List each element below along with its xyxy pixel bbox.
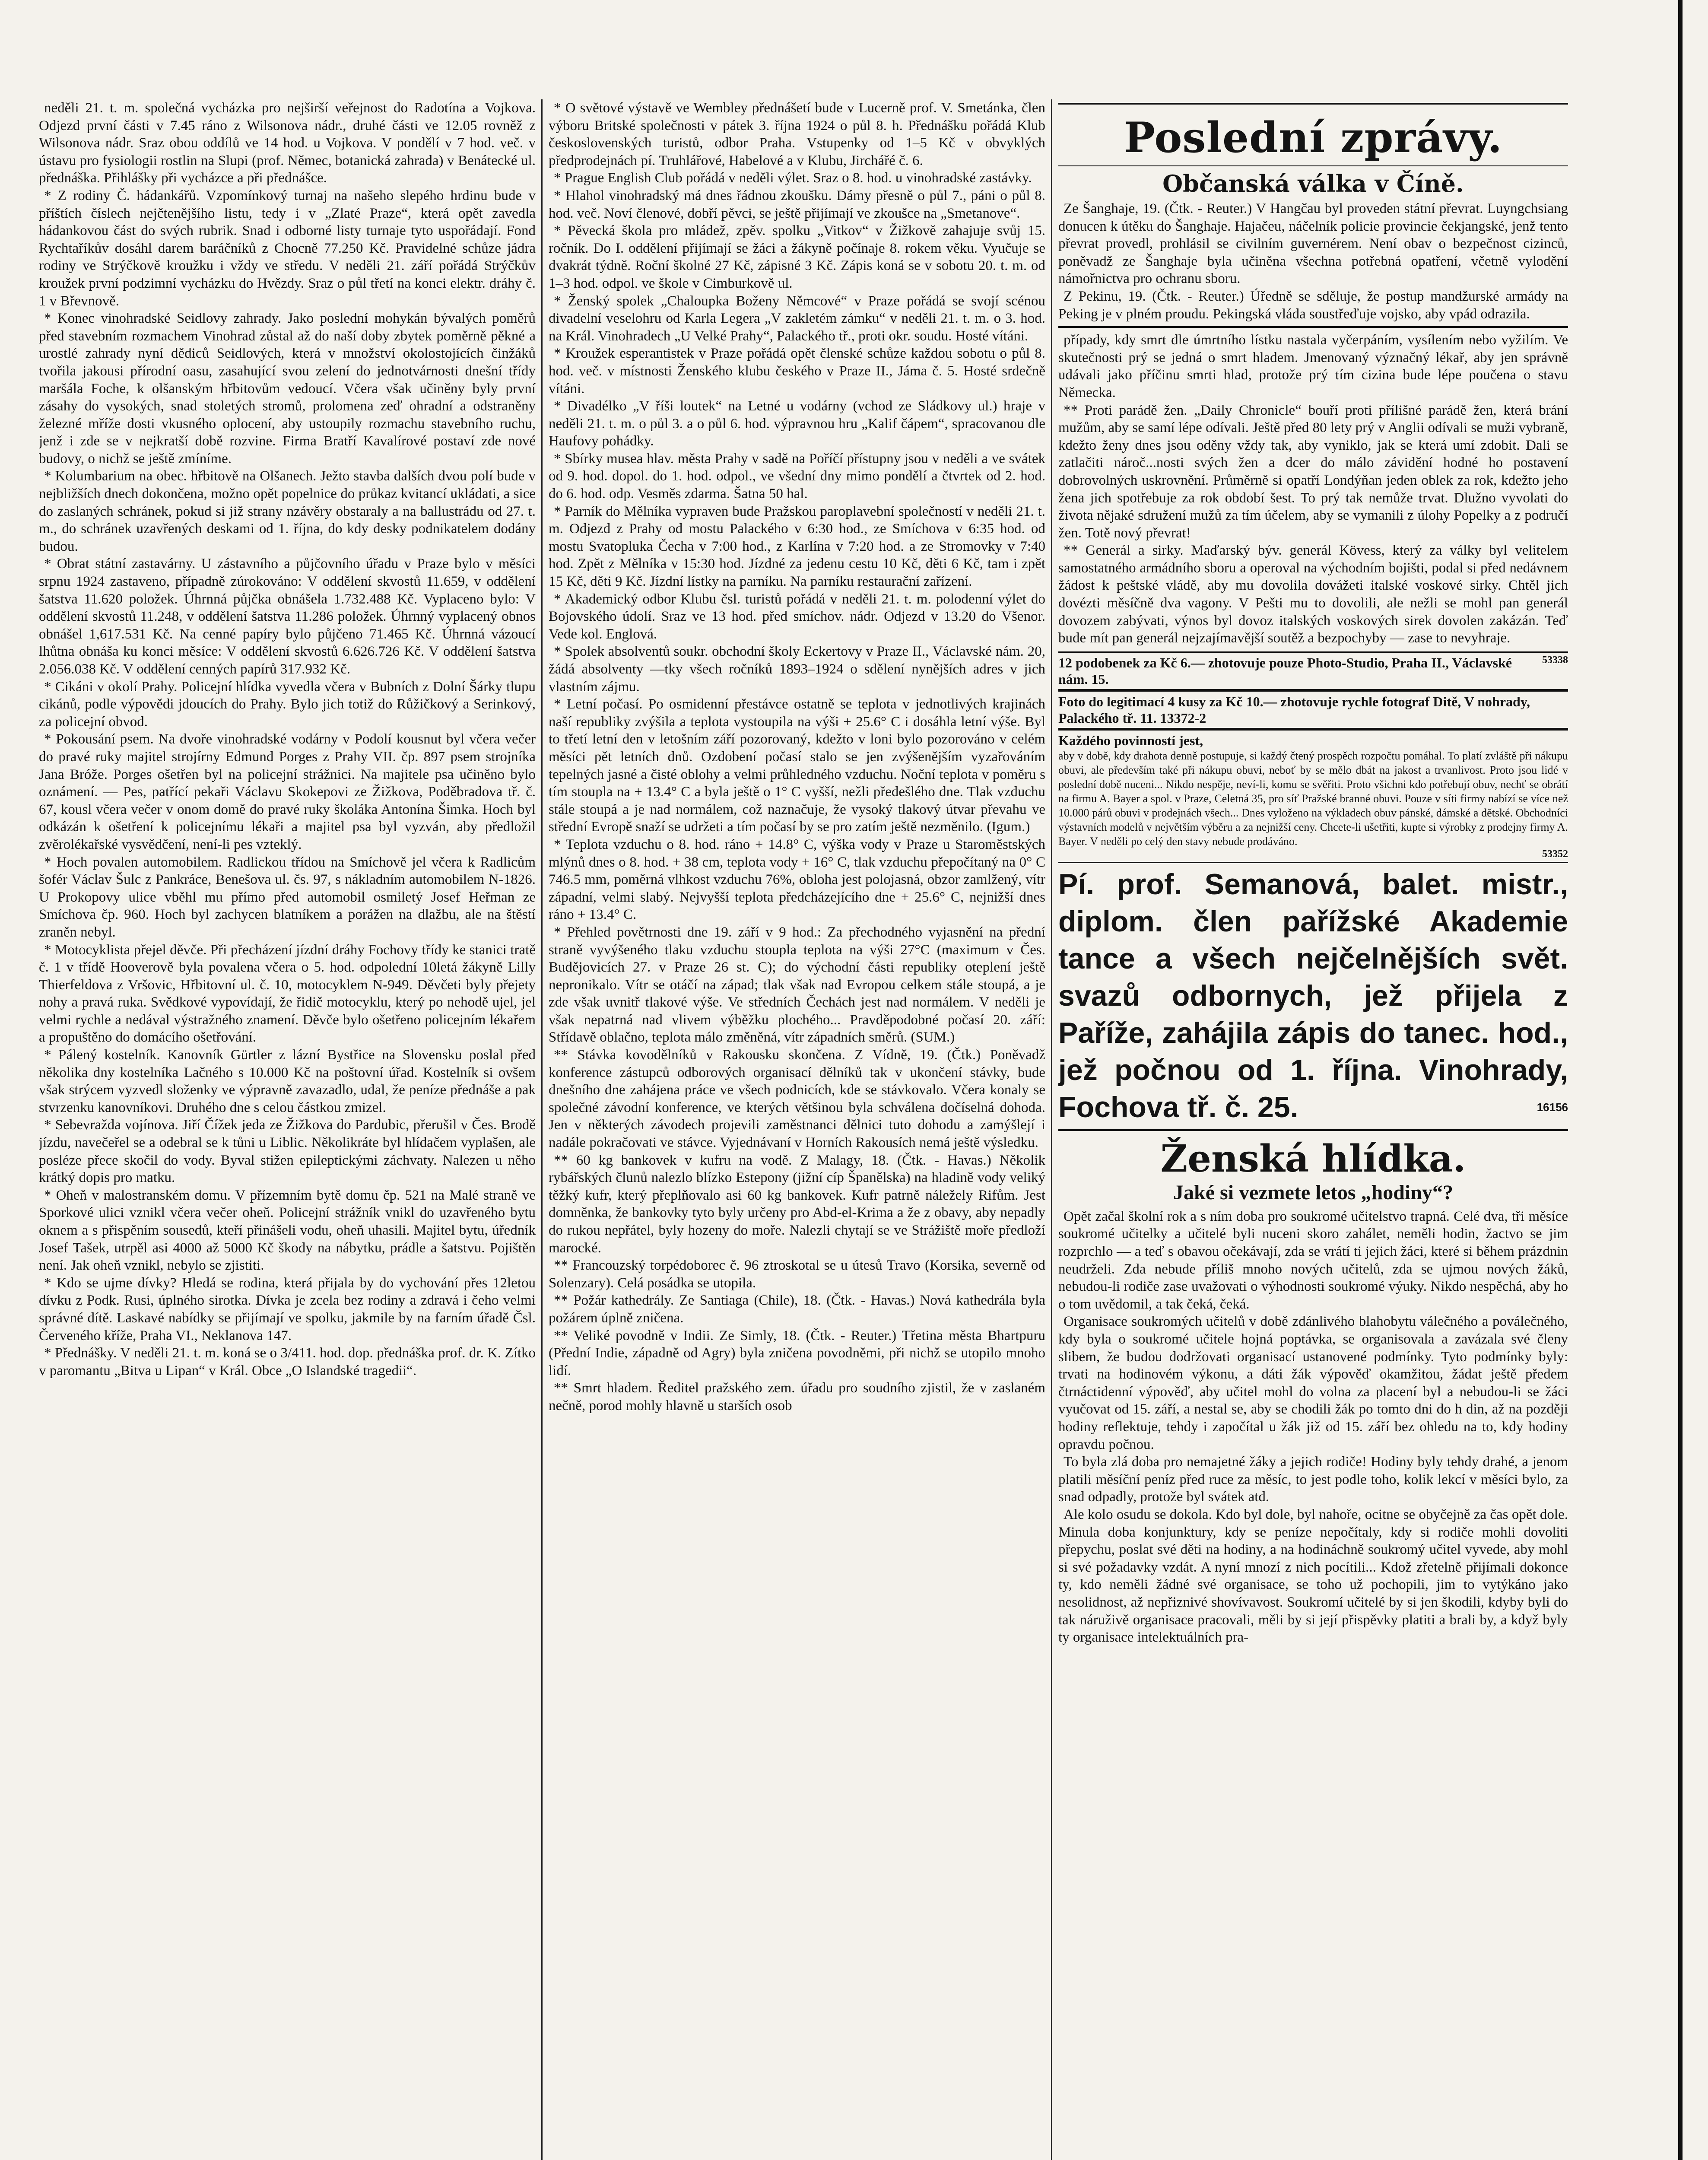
news-paragraph: * Obrat státní zastavárny. U zástavního a půjčovního úřadu v Praze bylo v měsíci srpnu 1924 zastaveno, případně zúrokováno: V oddělení skvostů 11.659, v oddělení šatstva 11.620 položek. Úhrnná půjčka obnášela 1.732.488 Kč. Vyplaceno bylo: V oddělení skvostů 11.248, v oddělení šatstva 11.286 položek. Úhrnný vyplacený obnos obnášel 1,617.531 Kč. Na cenné papíry bylo půjčeno 71.465 Kč. Úhrnná vázoucí lhůtna obnáša ku konci měsíce: V oddělení skvostů 6.626.726 Kč. V oddělení šatstva 2.056.038 Kč. V oddělení cenných papírů 317.932 Kč. <box>39 556 536 677</box>
news-paragraph: * Přehled povětrnosti dne 19. září v 9 hod.: Za přechodného vyjasnění na přední straně vyvýšeného tlaku vzduchu stoupla teplota na výši 27°C (maximum v Čes. Budějovicích 27. v Praze 26 st. C); do východní části republiky oteplení ještě nepronikalo. Vítr se otáčí na západ; tlak však nad Evropou celkem stále stoupá, a je zde však uvnitř tlakové výše. Ve středních Čechách jest nad normálem. V neděli je však nepatrná nad vlivem výběžku plochého... Pravděpodobné počasí 20. září: Střídavě oblačno, teplota málo změněná, vítr západních směrů. (SUM.) <box>549 924 1045 1045</box>
news-paragraph: Organisace soukromých učitelů v době zdánlivého blahobytu válečného a poválečného, kdy byla o soukromé učitele hojná poptávka, se organisovala a zavázala své členy slibem, že budou dodržovati organisací ustanovené podmínky. Tyto podmínky byly: trvati na hodinovém výkonu, a dáti žák výpověď okamžitou, žádat ještě předem čtrnáctidenní výpověď, aby učitel mohl do volna za placení byl a nebudou-li se žáci vyučovat od 15. září, a nestal se, aby se chodili žák po tomto dni do h din, až na později hodiny reflektuje, tehdy i započítal u žák již od 15. září bez ohledu na to, kdy hodiny opravdu počnou. <box>1058 1314 1568 1452</box>
news-paragraph: * Ženský spolek „Chaloupka Boženy Němcové“ v Praze pořádá se svojí scénou divadelní veselohru od Karla Legera „V zakletém zámku“ v neděli 21. t. m. o 3. hod. na Král. Vinohradech „U Velké Prahy“, Palackého tř., proti okr. soudu. Hosté vítáni. <box>549 293 1045 344</box>
news-paragraph: * Hoch povalen automobilem. Radlickou třídou na Smíchově jel včera k Radlicům šofér Václav Šulc z Pankráce, Benešova ul. čs. 97, s nákladním automobilem N-1826. U Prokopovy ulice vběhl mu přímo před automobil osmiletý Josef Heřman ze Smíchova čp. 960. Hoch byl zachycen blatníkem a porážen na dlažbu, ale na štěstí zraněn nebyl. <box>39 854 536 940</box>
news-paragraph: To byla zlá doba pro nemajetné žáky a jejich rodiče! Hodiny byly tehdy drahé, a jenom platili měsíční peníz před ruce za měsíc, to jest podle toho, kolik lekcí v měsíci bylo, za snad odpadly, protože byl svátek atd. <box>1058 1454 1568 1505</box>
news-paragraph: neděli 21. t. m. společná vycházka pro nejširší veřejnost do Radotína a Vojkova. Odjezd první části v 7.45 ráno z Wilsonova nádr., druhé části ve 12.05 rovněž z Wilsonova nádr. Sraz obou oddílů ve 14 hod. u Vojkova. V pondělí v 7 hod. več. v ústavu pro fysiologii rostlin na Slupi (prof. Němec, botanická zahrada) v Benátecké ul. přednáška. Přihlášky při vycházce a při přednášce. <box>39 100 536 186</box>
news-paragraph: ** Požár kathedrály. Ze Santiaga (Chile), 18. (Čtk. - Havas.) Nová kathedrála byla požárem úplně zničena. <box>549 1293 1045 1326</box>
news-paragraph: * Kdo se ujme dívky? Hledá se rodina, která přijala by do vychování přes 12letou dívku z Podk. Rusi, úplného sirotka. Dívka je zcela bez rodiny a zdravá i čeho velmi správné dítě. Laskavé nabídky se přijímají ve spolku, jakmile by na farním úřadě Čsl. Červeného kříže, Praha VI., Neklanova 147. <box>39 1275 536 1344</box>
column-rule <box>541 99 543 2160</box>
column-2 <box>549 99 1045 2160</box>
news-paragraph: * Konec vinohradské Seidlovy zahrady. Jako poslední mohykán bývalých poměrů před stavebním rozmachem Vinohrad zůstal až do naší doby zbytek poměrně pěkné a urostlé zahrady nyní dědiců Seidlových, která v množství okolostojících činžáků tvořila jakousi přírodní oasu, zasahující svou zelení do jednotvárnosti dnešní třídy maršála Foche, k olšanským hřbitovům vedoucí. Včera však učiněny byly první zásahy do vysokých, snad stoletých stromů, prolomena zeď ohradní a odstraněny železné mříže dosti vkusného oplocení, aby ustoupily rozmachu stavebního ruchu, jenž i zde se v nejkratší době rozvine. Firma Bratří Kavalírové postaví zde nové budovy, o nichž se ještě zmíníme. <box>39 311 536 467</box>
announcement-text: Pí. prof. Semanová, balet. mistr., diplom. člen pařížské Akademie tance a všech nejčelnějších svět. svazů odbornych, jež přijela z Paříže, zahájila zápis do tanec. hod., jež počnou od 1. října. Vinohrady, Fochova tř. č. 25. <box>1058 867 1568 1124</box>
news-paragraph: Opět začal školní rok a s ním doba pro soukromé učitelstvo trapná. Celé dva, tři měsíce soukromé učitelky a učitelé byli nuceni skoro zahálet, neměli hodin, žactvo se jim rozprchlo — a teď s obavou očekávají, zda se vrátí ti jejich žáci, které si během prázdnin neudrželi. Zda nebude příliš mnoho nových učitelů, zda se ujmou nových žáků, nebudou-li rodiče zase uvažovati o výhodnosti soukromé výuky. Nikdo nespěchá, aby ho o tom uvědomil, a tak čeká, čeká. <box>1058 1208 1568 1312</box>
advertisement <box>1058 729 1568 863</box>
news-paragraph: * Z rodiny Č. hádankářů. Vzpomínkový turnaj na našeho slepého hrdinu bude v příštích číslech nejčtenějšího listu, tedy i v „Zlaté Praze“, která opět zavedla hádankovou část do svých rubrik. Snad i odborné listy turnaje tyto uspořádají. Fond Rychtaříkův dosáhl darem baráčníků z Chocně 77.250 Kč. Pravidelné schůze jádra rodiny ve Strýčkově kroužku i vždy ve středu. V neděli 21. září pořádá Strýčkův kroužek první podzimní vycházku do Hvězdy. Sraz o půl třetí na konci elektr. dráhy č. 1 v Břevnově. <box>39 187 536 309</box>
news-paragraph: ** Veliké povodně v Indii. Ze Simly, 18. (Čtk. - Reuter.) Třetina města Bhartpuru (Přední Indie, západně od Agry) byla zničena povodněmi, při nichž se utopilo mnoho lidí. <box>549 1328 1045 1379</box>
news-paragraph: * Sebevražda vojínova. Jiří Čížek jeda ze Žižkova do Pardubic, přerušil v Čes. Brodě jízdu, navečeřel se a odebral se k tůni u Liblic. Několikráte byl hlídačem vyplašen, ale posléze přece skočil do vody. Byval stižen epileptickými záchvaty. Nalezen u něho krátký dopis pro matku. <box>39 1117 536 1186</box>
news-paragraph: * Parník do Mělníka vypraven bude Pražskou paroplavební společností v neděli 21. t. m. Odjezd z Prahy od mostu Palackého v 6:30 hod., ze Smíchova v 6:35 hod. od mostu Svatopluka Čecha v 7:00 hod., z Karlína v 7:20 hod. a ze Stromovky v 7:40 hod. Zpět z Mělníka v 15:30 hod. Jízdné za jedenu cestu 10 Kč, děti 6 Kč, tam i zpět 15 Kč, děti 9 Kč. Jízdní lístky na parníku. Na parníku restaurační zařízení. <box>549 503 1045 590</box>
news-paragraph: * Přednášky. V neděli 21. t. m. koná se o 3/411. hod. dop. přednáška prof. dr. K. Zítko v paromantu „Bitva u Lipan“ v Král. Obce „O Islandské tragedii“. <box>39 1345 536 1379</box>
ad-heading: Každého povinností jest, <box>1058 732 1203 748</box>
section-title-latest-news: Poslední zprávy. <box>1124 113 1503 162</box>
section-title-womens-column: Ženská hlídka. <box>1160 1137 1466 1181</box>
page-edge-right <box>1678 0 1683 2160</box>
ad-text: aby v době, kdy drahota denně postupuje, si každý čtený prospěch rozpočtu pomáhal. To platí zvláště při nákupu obuvi, ale především také při nákupu obuvi, neboť by se mělo dbát na jakost a trvanlivost. Proto jsou lidé v poslední době nuceni... Nikdo nespěje, neví-li, komu se svěřiti. Proto všichni kdo potřebují obuv, nechť se obrátí na firmu A. Bayer a spol. v Praze, Celetná 35, pro síť Pražské branné obuvi. Pouze v síti firmy nabízí se více než 10.000 párů obuvi v prodejnách všech... Dnes vyloženo na výkladech obuv pánské, dámské a dětské. Obchodníci výstavních modelů v největším výběru a za nejnižší ceny. Chcete-li ušetřiti, kupte si výrobky z prodejny firmy A. Bayer. V neděli po celý den stavy nebude prodáváno. <box>1058 749 1568 848</box>
news-paragraph: * Akademický odbor Klubu čsl. turistů pořádá v neděli 21. t. m. polodenní výlet do Bojovského údolí. Sraz ve 13 hod. před smíchov. nádr. Odjezd v 13.20 do Všenor. Vede kol. Englová. <box>549 591 1045 642</box>
news-paragraph: * O světové výstavě ve Wembley přednášetí bude v Lucerně prof. V. Smetánka, člen výboru Britské společnosti v pátek 3. října 1924 o půl 8. h. Přednášku pořádá Klub československých turistů, odbor Praha. Vstupenky od 1–5 Kč v obvyklých předprodejnách pí. Truhlářové, Habelové a v Klubu, Jirchářé č. 6. <box>549 100 1045 168</box>
news-paragraph: ** Stávka kovodělníků v Rakousku skončena. Z Vídně, 19. (Čtk.) Poněvadž konference zástupců odborových organisací dělníků tak v ukončení stávky, bude dnešního dne zahájena práce ve všech podnicích, kde se stávkovalo. Včera konaly se společné závodní konference, ve kterých většinou byla schválena dočíselná dohoda. Jen v některých závodech projevili zaměstnanci dělnici tuto dohodu a zamýšlejí i nadále pokračovati ve stávce. Vyjednávaní v Horních Rakousích nemá ještě výsledku. <box>549 1047 1045 1151</box>
news-paragraph: případy, kdy smrt dle úmrtního lístku nastala vyčerpáním, vysílením nebo vyžilím. Ve skutečnosti prý se jedná o smrt hladem. Jmenovaný význačný lékař, aby jen správně udávali jako příčinu smrti hlad, protože prý tím cizina bude lépe poučena o stavu Německa. <box>1058 332 1568 400</box>
ad-text: Foto do legitimací 4 kusy za Kč 10.— zhotovuje rychle fotograf Ditě, V nohrady, Palackého tř. 11. 13372-2 <box>1058 693 1530 726</box>
advertisement <box>1058 690 1568 729</box>
news-paragraph: * Sbírky musea hlav. města Prahy v sadě na Poříčí přístupny jsou v neděli a ve svátek od 9. hod. dopol. do 1. hod. odpol., ve všední dny mimo pondělí a čtvrtek od 2. hod. do 6. hod. odp. Vesměs zdarma. Šatna 50 hal. <box>549 451 1045 502</box>
news-paragraph: * Pálený kostelník. Kanovník Gürtler z lázní Bystřice na Slovensku poslal před několika dny kostelníka Lačného s 10.000 Kč na poštovní úřad. Kostelník si ovšem však strýcem vyzvedl složenky ve výpravně zavazadlo, udal, že peníze přednáše a pak stvrzenku kanovníkovi. Druhého dne s celou částkou zmizel. <box>39 1047 536 1115</box>
news-paragraph: * Letní počasí. Po osmidenní přestávce ostatně se teplota v jednotlivých krajinách naší republiky zvýšila a teplota vystoupila na výši + 25.6° C i dosáhla letní výše. Byl to třetí letní den v letošním září pozorovaný, kdežto v loni bylo pozorováno v celém měsíci pět letních dnů. Ozdobení počasí stalo se jen zvýšenějším vyzařováním tepelných jasné a čisté oblohy a velmi průhledného vzduchu. Noční teplota v poměru s tím stoupla na + 13.4° C a byla ještě o 1° C vyšší, nežli předešlého dne. Tlak vzduchu stále stoupá a je nad normálem, což naznačuje, že vysoký tlakový útvar převahu ve střední Evropě snaží se udržeti a tím počasí by se pro zatím ještě nezměnilo. (Igum.) <box>549 696 1045 835</box>
divider <box>1058 326 1568 328</box>
news-paragraph: * Pěvecká škola pro mládež, zpěv. spolku „Vitkov“ v Žižkově zahajuje svůj 15. ročník. Do I. oddělení přijímají se žáci a žákyně počínaje 8. rokem věku. Vyučuje se dvakrát týdně. Roční školné 27 Kč, zápisné 3 Kč. Zápis koná se v sobotu 20. t. m. od 1–3 hod. odpol. ve škole v Cimburkově ul. <box>549 223 1045 291</box>
divider <box>1058 103 1568 105</box>
news-paragraph: * Teplota vzduchu o 8. hod. ráno + 14.8° C, výška vody v Praze u Staroměstských mlýnů dnes o 8. hod. + 38 cm, teplota vody + 16° C, tlak vzduchu přepočítaný na 0° C 746.5 mm, poměrná vlhkost vzduchu 76%, obloha jest polojasná, obzor zamlžený, vítr západní, velmi slabý. Nejvyšší teplota předcházejícího dne + 25.6° C, nejnižší dnes ráno + 13.4° C. <box>549 836 1045 923</box>
column-1 <box>39 99 536 2160</box>
advertisement <box>1058 651 1568 690</box>
news-paragraph: ** Smrt hladem. Ředitel pražského zem. úřadu pro soudního zjistil, že v zaslaném nečně, porod mohly hlavně u starších osob <box>549 1380 1045 1414</box>
news-paragraph: * Kolumbarium na obec. hřbitově na Olšanech. Ježto stavba dalších dvou polí bude v nejbližších dnech dokončena, možno opět popelnice do průkaz kvitancí ukládati, a sice do zaslaných schránek, pokud si již strany nzávěry obstaraly a na ballustrádu od 27. t. m., do schránek uzavřených deskami od 1. října, do kdy desky podnikatelem dodány budou. <box>39 468 536 554</box>
news-paragraph: ** Francouzský torpédoborec č. 96 ztroskotal se u útesů Travo (Korsika, severně od Solenzary). Celá posádka se utopila. <box>549 1258 1045 1291</box>
news-paragraph: Ze Šanghaje, 19. (Čtk. - Reuter.) V Hangčau byl proveden státní převrat. Luyngchsiang donucen k útěku do Šanghaje. Hajačeu, náčelník policie provincie čekjangské, jenž tento převrat provedl, prohlásil se civilním guvernérem. Není obav o bezpečnost cizinců, poněvadž ze Šanghaje byla učiněna všechna potřebná opatření, včetně vylodění námořnictva pro ochranu sboru. <box>1058 201 1568 287</box>
news-paragraph: * Divadélko „V říši loutek“ na Letné u vodárny (vchod ze Sládkovy ul.) hraje v neděli 21. t. m. o půl 3. a o půl 6. hod. výpravnou hru „Kalif čápem“, spracovanou dle Haufovy pohádky. <box>549 398 1045 449</box>
dance-school-announcement <box>1058 866 1568 1126</box>
article-headline: Jaké si vezmete letos „hodiny“? <box>1173 1181 1453 1204</box>
news-paragraph: * Prague English Club pořádá v neděli výlet. Sraz o 8. hod. u vinohradské zastávky. <box>554 170 1032 186</box>
divider <box>1058 165 1568 166</box>
news-paragraph: ** Proti parádě žen. „Daily Chronicle“ bouří proti přílišné parádě žen, která brání mužům, aby se samí lépe odívali. Ještě před 80 lety prý v Anglii odívali se muži vybraně, kdežto ženy dnes jsou oděny vždy tak, aby vyniklo, jak se která umí zdobit. Dali se zatlačiti nároč...nosti svých žen a dcer do málo závidění hodné ho postavení dobrovolných uskrovnění. Průměrně si opatří Londýňan jeden oblek za rok, kdežto jeho žena jich spotřebuje za rok období šest. To prý tak nemůže trvat. Dlužno vyvolati do života nějaké sdružení mužů za tím účelem, aby se vymanili z úlohy Popelky a z područí žen. Totě nový převrat! <box>1058 402 1568 541</box>
article-headline: Občanská válka v Číně. <box>1162 170 1464 197</box>
news-paragraph: * Kroužek esperantistek v Praze pořádá opět členské schůze každou sobotu o půl 8. hod. več. v místnosti Ženského klubu českého v Praze II., Jáma č. 5. Hosté srdečně vítáni. <box>549 346 1045 397</box>
news-paragraph: * Motocyklista přejel děvče. Při přecházení jízdní dráhy Fochovy třídy ke stanici tratě č. 1 v třídě Hooverově byla povalena včera o 5. hod. odpolední 10letá žákyně Lilly Thierfeldova z Vršovic, Hřbitovní ul. č. 10, motocyklem N-949. Děvčeti byly přejety nohy a pravá ruka. Svědkové vypovídají, že řidič motocyklu, který po nehodě ujel, jel velmi rychle a nedával výstražného znamení. Děvče bylo ošetřeno policejním lékařem a propuštěno do domácího ošetřování. <box>39 942 536 1045</box>
ad-number: 53352 <box>1542 848 1568 860</box>
divider <box>1058 1129 1568 1131</box>
news-paragraph: Z Pekinu, 19. (Čtk. - Reuter.) Úředně se sděluje, že postup mandžurské armády na Peking je v plném proudu. Pekingská vláda soustřeďuje vojsko, aby vpád odrazila. <box>1058 288 1568 322</box>
column-3 <box>1058 99 1568 2160</box>
news-paragraph: ** Generál a sirky. Maďarský býv. generál Kövess, který za války byl velitelem samostatného armádního sboru a operoval na východním bojišti, podal si před nedávnem žádost k peštské vládě, aby mu dovolila dovážeti italské voskové sirky. Chtěl jich dovézti měsíčně dva vagony. V Pešti mu to dovolili, ale nežli se mohl pan generál dovozem zabývati, výnos byl dovoz italských voskových sirek dovolen zakázán. Teď bude mít pan generál nejzajímavější soutěž a bezpochyby — zase to nevyhraje. <box>1058 543 1568 646</box>
news-paragraph: * Oheň v malostranském domu. V přízemním bytě domu čp. 521 na Malé straně ve Sporkové ulici vznikl včera večer oheň. Policejní strážník vnikl do uzavřeného bytu oknem a s přispěním sousedů, kteří přinášeli vodu, oheň uhasili. Majitel bytu, úředník Josef Tašek, utrpěl asi 4000 až 5000 Kč škody na nábytku, prádle a šatstvu. Pojištěn není. Jak oheň vznikl, nebylo se zjistiti. <box>39 1187 536 1274</box>
news-paragraph: * Hlahol vinohradský má dnes řádnou zkoušku. Dámy přesně o půl 7., páni o půl 8. hod. več. Noví členové, dobří pěvci, se ještě přijímají ve zkoušce na „Smetanove“. <box>549 187 1045 221</box>
news-paragraph: ** 60 kg bankovek v kufru na vodě. Z Malagy, 18. (Čtk. - Havas.) Několik rybářských člunů nalezlo blízko Estepony (jižní cíp Španělska) na hladině vody veliký těžký kufr, který přeplňovalo asi 60 kg bankovek. Kufr patrně náležely Rifům. Jest domněnka, že bankovky tyto byly určeny pro Abd-el-Krima a že z obavy, aby nepadly do rukou nepřátel, byly hozeny do moře. Nalezli chytají se ve Strážiště moře předloží marocké. <box>549 1152 1045 1256</box>
ad-number: 53338 <box>1542 654 1568 666</box>
news-paragraph: Ale kolo osudu se dokola. Kdo byl dole, byl nahoře, ocitne se obyčejně za čas opět dole. Minula doba konjunktury, kdy se peníze nepočítaly, kdy si rodiče mohli dovoliti přepychu, poslat své děti na hodiny, a na hodináchně soukromý učitel vyvede, aby mohl si své požadavky vzdát. A nyní mnozí z nich pocítili... Kdož zřetelně přijímali dokonce ty, kdo neměli žádné své organisace, se toho už pochopili, jim to vytýkáno jako nesolidnost, až nepřiznivé shovívavost. Soukromí učitelé by si jen škodili, kdyby byli do tak náruživě organisace pracovali, měli by si její přispěvky platiti a brali by, a když byly ty organisace intelektuálních pra- <box>1058 1506 1568 1645</box>
news-paragraph: * Cikáni v okolí Prahy. Policejní hlídka vyvedla včera v Bubních z Dolní Šárky tlupu cikánů, podle výpovědi jdoucích do Prahy. Bylo jich totiž do Růžičkový a Serinkový, za policejní obvod. <box>39 679 536 730</box>
column-rule <box>1051 99 1052 2160</box>
news-paragraph: * Pokousání psem. Na dvoře vinohradské vodárny v Podolí kousnut byl včera večer do pravé ruky majitel strojírny Edmund Porges z Prahy VII. čp. 897 psem strojníka Jana Bróže. Porges ošetřen byl na policejní strážnici. Na majitele psa učiněno bylo oznámení. — Pes, patřící pekaři Václavu Skokepovi ze Žižkova, Poděbradova tř. č. 67, kousl včera večer v onom domě do pravé ruky školáka Antonína Šimka. Hoch byl odkázán k ošetření k policejnímu lékaři a majitel psa byl vyzván, aby předložil zvěrolékařské vysvědčení, není-li pes vzteklý. <box>39 731 536 852</box>
ad-number: 16156 <box>1537 1100 1568 1114</box>
ad-text: 12 podobenek za Kč 6.— zhotovuje pouze Photo-Studio, Praha II., Václavské nám. 15. <box>1058 654 1512 687</box>
news-paragraph: * Spolek absolventů soukr. obchodní školy Eckertovy v Praze II., Václavské nám. 20, žádá absolventy —tky všech ročníků 1893–1924 o sdělení nynějších adres v jich vlastním zájmu. <box>549 644 1045 695</box>
